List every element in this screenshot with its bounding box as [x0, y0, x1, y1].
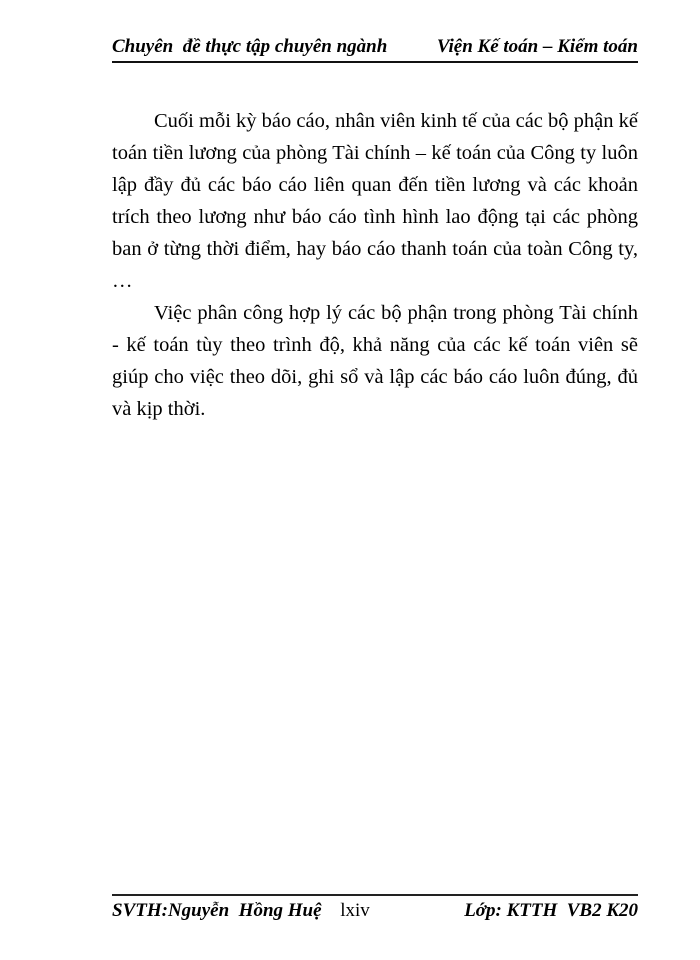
page-header: [112, 36, 638, 63]
footer-page-number: lxiv: [340, 900, 370, 921]
page-footer: [112, 894, 638, 922]
body-paragraph: Việc phân công hợp lý các bộ phận trong phòng Tài chính - kế toán tùy theo trình độ, khả năng của các kế toán viên sẽ giúp cho việc theo dõi, ghi sổ và lập các báo cáo luôn đúng, đủ và kịp thời.: [112, 302, 638, 420]
body-paragraph: Cuối mỗi kỳ báo cáo, nhân viên kinh tế của các bộ phận kế toán tiền lương của phòng Tài chính – kế toán của Công ty luôn lập đầy đủ các báo cáo liên quan đến tiền lương và các khoản trích theo lương như báo cáo tình hình lao động tại các phòng ban ở từng thời điểm, hay báo cáo thanh toán của toàn Công ty, …: [112, 110, 638, 292]
header-right-title: Viện Kế toán – Kiểm toán: [436, 36, 638, 57]
header-left-title: Chuyên đề thực tập chuyên ngành: [112, 36, 388, 57]
footer-class: Lớp: KTTH VB2 K20: [464, 900, 638, 921]
footer-author: SVTH:Nguyễn Hồng Huệ: [112, 900, 322, 921]
document-body: [112, 105, 638, 425]
